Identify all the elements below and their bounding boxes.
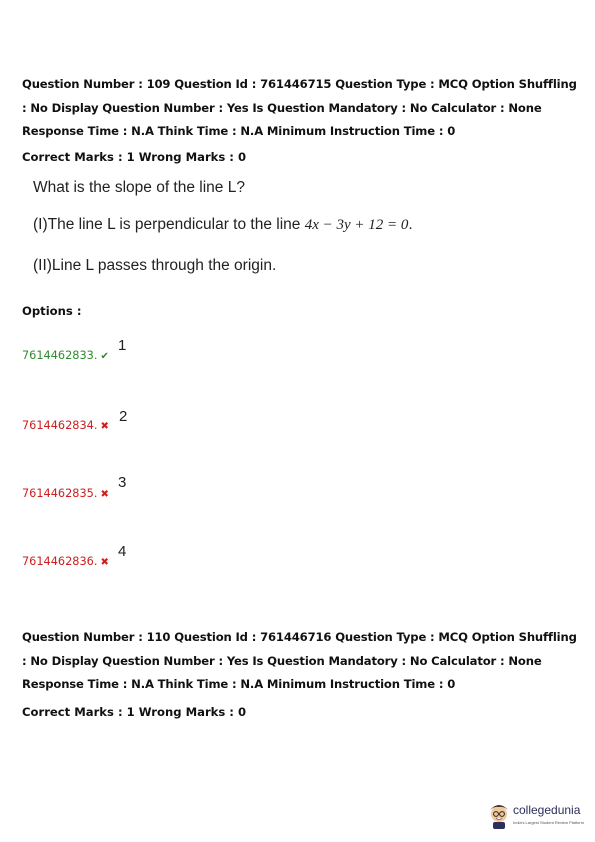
statement-1 bbox=[33, 216, 413, 234]
option-id: 7614462833. ✔ bbox=[22, 349, 109, 362]
check-icon: ✔ bbox=[100, 351, 109, 362]
option-value: 2 bbox=[119, 408, 128, 425]
cross-icon: ✖ bbox=[100, 557, 109, 568]
statement-1-period: . bbox=[408, 216, 413, 233]
option-id: 7614462836. ✖ bbox=[22, 555, 109, 568]
logo-tagline: India's Largest Student Review Platform bbox=[513, 820, 585, 825]
cross-icon: ✖ bbox=[100, 489, 109, 500]
cross-icon: ✖ bbox=[100, 421, 109, 432]
option-value: 4 bbox=[118, 543, 127, 560]
equation: 4x − 3y + 12 = 0 bbox=[304, 217, 409, 233]
option-value: 3 bbox=[118, 474, 127, 491]
statement-2: (II)Line L passes through the origin. bbox=[33, 257, 277, 274]
marks-info: Correct Marks : 1 Wrong Marks : 0 bbox=[22, 705, 247, 719]
option-id: 7614462835. ✖ bbox=[22, 487, 109, 500]
option-id: 7614462834. ✖ bbox=[22, 419, 109, 432]
question-header: Question Number : 109 Question Id : 761446715 Question Type : MCQ Option Shuffling : No Display Question Number : Yes Is Question Mandatory : No Calculator : None Response Time : N.A Think Time : N.A Minimum Instruction Time : 0 bbox=[22, 77, 577, 138]
options-label: Options : bbox=[22, 304, 82, 318]
logo-name: collegedunia bbox=[513, 803, 581, 817]
question-header: Question Number : 110 Question Id : 761446716 Question Type : MCQ Option Shuffling : No Display Question Number : Yes Is Question Mandatory : No Calculator : None Response Time : N.A Think Time : N.A Minimum Instruction Time : 0 bbox=[22, 630, 577, 691]
collegedunia-logo bbox=[487, 800, 587, 832]
option-value: 1 bbox=[118, 337, 127, 354]
marks-info: Correct Marks : 1 Wrong Marks : 0 bbox=[22, 150, 247, 164]
question-text: What is the slope of the line L? bbox=[33, 179, 245, 196]
mascot-icon bbox=[487, 800, 511, 830]
statement-1-text: (I)The line L is perpendicular to the line bbox=[33, 216, 301, 233]
